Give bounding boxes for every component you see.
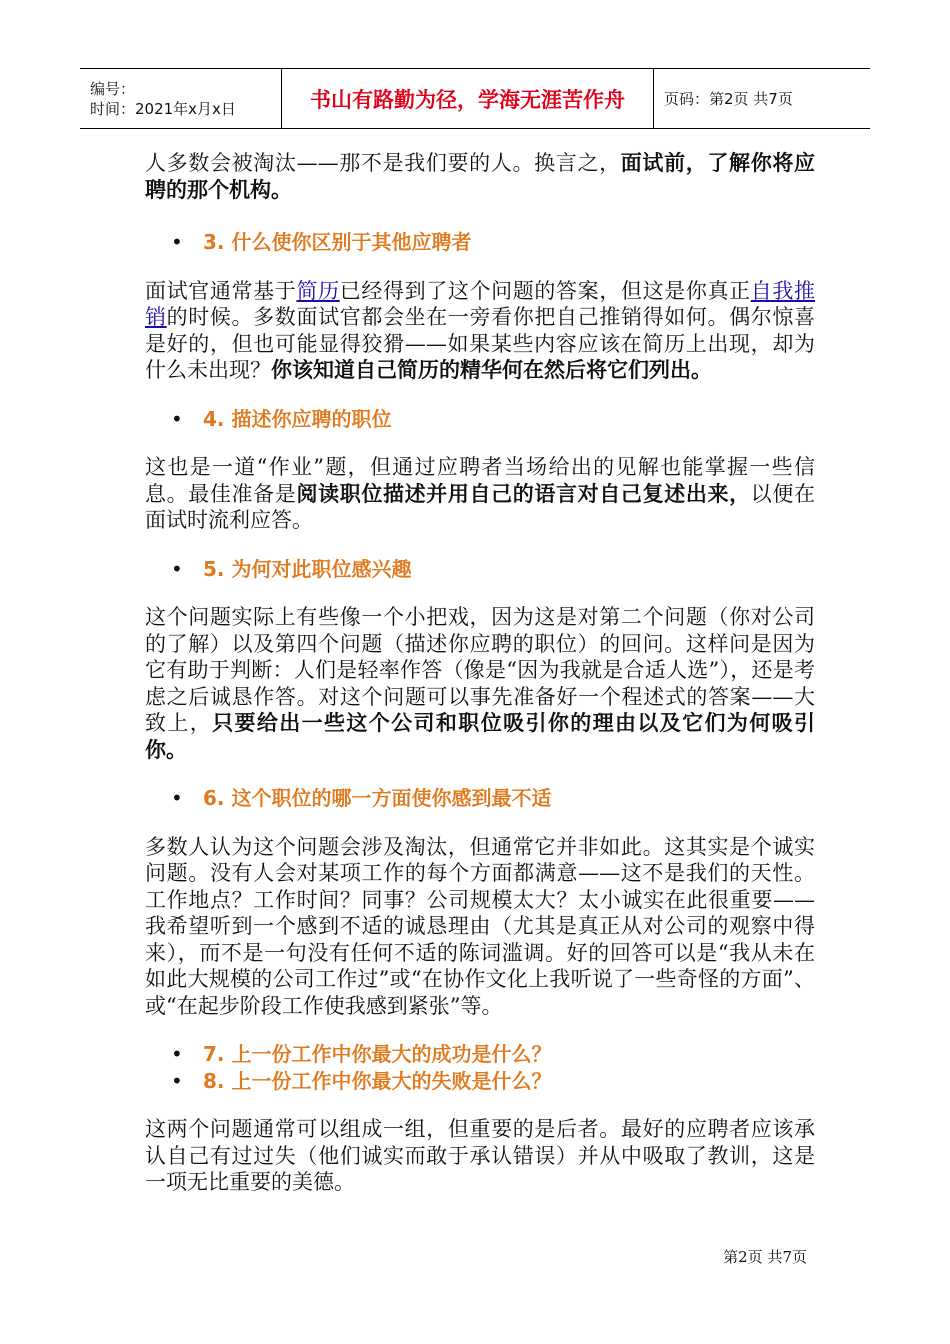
heading-q7 [145,1041,815,1068]
heading-q8-text: 8. 上一份工作中你最大的失败是什么？ [203,1068,552,1093]
p4-a: 这个问题实际上有些像一个小把戏，因为这是对第二个问题（你对公司的了解）以及第四个问题（描述你应聘的职位）的回问。这样问是因为它有助于判断：人们是轻率作答（像是“因为我就是合适人选”），还是考虑之后诚恳作答。对这个问题可以事先准备好一个程述式的答案——大致上， [145,605,815,735]
footer-page-number: 第2页 共7页 [723,1248,807,1266]
page-label: 页码：第2页 共7页 [664,90,793,108]
self-promotion-link[interactable]: 自我推销 [145,278,816,329]
list-q3 [145,229,815,256]
p2-b: 已经得到了这个问题的答案，但这是你真正 [339,278,751,303]
bullet-dot: • [171,1068,183,1093]
heading-q4-text: 4. 描述你应聘的职位 [203,406,392,431]
p2-c: 的时候。多数面试官都会坐在一旁看你把自己推销得如何。偶尔惊喜是好的，但也可能显得狡猾——如果某些内容应该在简历上出现，却为什么未出现？ [145,305,816,382]
list-q4 [145,406,815,433]
paragraph-2 [145,278,815,384]
bullet-dot: • [171,786,183,810]
document-body [145,150,815,1196]
time-label: 时间：2021年x月x日 [90,99,236,118]
p4-bold: 只要给出一些这个公司和职位吸引你的理由以及它们为何吸引你。 [145,711,816,762]
p3-b: 以便在面试时流利应答。 [145,481,816,532]
paragraph-1 [145,150,815,203]
p1-bold: 面试前，了解你将应聘的那个机构。 [145,151,816,202]
heading-q6 [145,785,815,812]
p3-bold: 阅读职位描述并用自己的语言对自己复述出来， [296,481,751,506]
resume-link[interactable]: 简历 [296,278,340,303]
p2-bold: 你该知道自己简历的精华何在然后将它们列出。 [271,358,712,382]
paragraph-4 [145,604,815,763]
paragraph-6: 这两个问题通常可以组成一组，但重要的是后者。最好的应聘者应该承认自己有过过失（他们诚实而敢于承认错误）并从中吸取了教训，这是一项无比重要的美德。 [145,1117,815,1194]
heading-q4 [145,406,815,433]
bullet-dot: • [171,406,183,431]
p3-a: 这也是一道“作业”题，但通过应聘者当场给出的见解也能掌握一些信息。最佳准备是 [145,455,815,506]
paragraph-3 [145,454,815,534]
motto: 书山有路勤为径，学海无涯苦作舟 [310,86,625,112]
heading-q8 [145,1068,815,1095]
heading-q6-text: 6. 这个职位的哪一方面使你感到最不适 [203,786,552,810]
list-q6 [145,785,815,812]
paragraph-5: 多数人认为这个问题会涉及淘汰，但通常它并非如此。这其实是个诚实问题。没有人会对某项工作的每个方面都满意——这不是我们的天性。工作地点？工作时间？同事？公司规模太大？太小诚实在此很重要——我希望听到一个感到不适的诚恳理由（尤其是真正从对公司的观察中得来），而不是一句没有任何不适的陈词滥调。好的回答可以是“我从未在如此大规模的公司工作过”或“在协作文化上我听说了一些奇怪的方面”、或“在起步阶段工作使我感到紧张”等。 [145,834,815,1018]
p2-a: 面试官通常基于 [145,278,297,303]
heading-q5 [145,556,815,583]
bullet-dot: • [171,230,183,254]
header-page [654,69,870,128]
header-table [80,68,870,129]
heading-q3 [145,229,815,256]
heading-q5-text: 5. 为何对此职位感兴趣 [203,556,412,581]
bullet-dot: • [171,1042,183,1066]
list-q5 [145,556,815,583]
header-meta [80,69,282,128]
heading-q3-text: 3. 什么使你区别于其他应聘者 [203,230,472,254]
bullet-dot: • [171,556,183,581]
list-q7-q8 [145,1041,815,1094]
p1-text: 人多数会被淘汰——那不是我们要的人。换言之， [145,151,621,175]
number-label: 编号： [90,79,136,98]
heading-q7-text: 7. 上一份工作中你最大的成功是什么？ [203,1042,552,1066]
header-motto-cell [282,69,654,128]
